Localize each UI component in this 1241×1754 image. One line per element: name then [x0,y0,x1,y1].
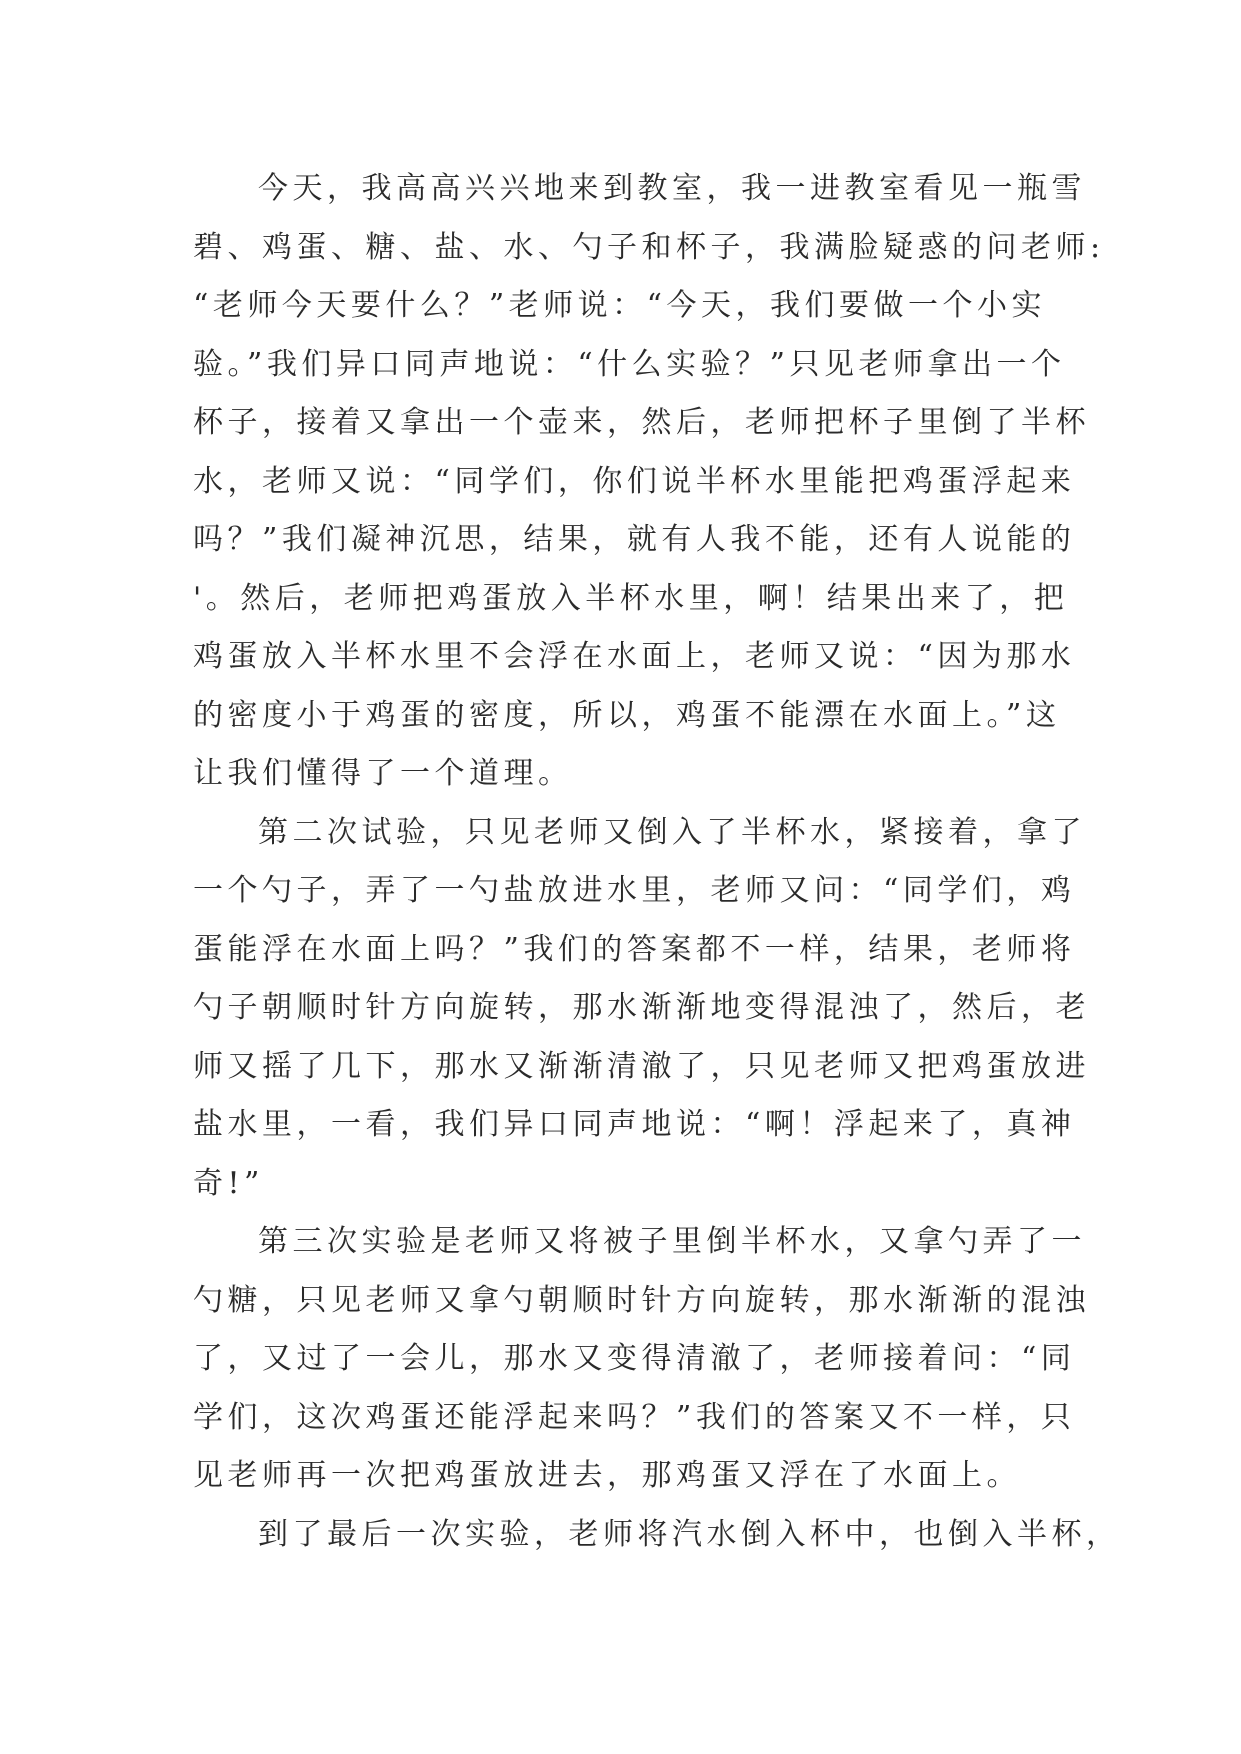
text-line: 吗？”我们凝神沉思，结果，就有人我不能，还有人说能的 [193,522,1076,557]
paragraph-3 [193,1213,1090,1506]
paragraph-1 [193,160,1105,804]
text-line: 的密度小于鸡蛋的密度，所以，鸡蛋不能漂在水面上。”这 [193,697,1061,733]
text-line: “老师今天要什么？”老师说：“今天，我们要做一个小实 [193,288,1047,323]
text-line: 学们，这次鸡蛋还能浮起来吗？”我们的答案又不一样，只 [193,1399,1076,1435]
text-line: 第二次试验，只见老师又倒入了半杯水，紧接着，拿了 [258,814,1086,850]
text-line: 一个勺子，弄了一勺盐放进水里，老师又问：“同学们，鸡 [193,873,1076,908]
text-line: 奇!” [193,1165,264,1201]
text-line: 师又摇了几下，那水又渐渐清澈了，只见老师又把鸡蛋放进 [193,1048,1090,1084]
text-line: 让我们懂得了一个道理。 [193,756,573,791]
paragraph-4 [193,1506,1121,1565]
text-line: 验。”我们异口同声地说：“什么实验？”只见老师拿出一个 [193,346,1066,382]
text-line: 水，老师又说：“同学们，你们说半杯水里能把鸡蛋浮起来 [193,463,1076,499]
text-line: 盐水里，一看，我们异口同声地说：“啊！浮起来了，真神 [193,1107,1076,1142]
text-line: 了，又过了一会儿，那水又变得清澈了，老师接着问：“同 [193,1341,1076,1376]
text-line: 到了最后一次实验，老师将汽水倒入杯中，也倒入半杯， [258,1516,1121,1552]
text-line: 勺子朝顺时针方向旋转，那水渐渐地变得混浊了，然后，老 [193,990,1090,1025]
text-line: 勺糖，只见老师又拿勺朝顺时针方向旋转，那水渐渐的混浊 [193,1282,1090,1318]
document-body [193,160,1121,1564]
text-line: 第三次实验是老师又将被子里倒半杯水，又拿勺弄了一 [258,1224,1086,1259]
text-line: 见老师再一次把鸡蛋放进去，那鸡蛋又浮在了水面上。 [193,1458,1021,1493]
text-line: 杯子，接着又拿出一个壶来，然后，老师把杯子里倒了半杯 [193,405,1090,440]
paragraph-2 [193,804,1090,1214]
text-line: '。然后，老师把鸡蛋放入半杯水里，啊！结果出来了，把 [193,580,1069,616]
text-line: 蛋能浮在水面上吗？”我们的答案都不一样，结果，老师将 [193,931,1076,967]
text-line: 今天，我高高兴兴地来到教室，我一进教室看见一瓶雪 [258,171,1086,206]
text-line: 碧、鸡蛋、糖、盐、水、勺子和杯子，我满脸疑惑的问老师: [193,229,1105,265]
text-line: 鸡蛋放入半杯水里不会浮在水面上，老师又说：“因为那水 [193,639,1076,674]
